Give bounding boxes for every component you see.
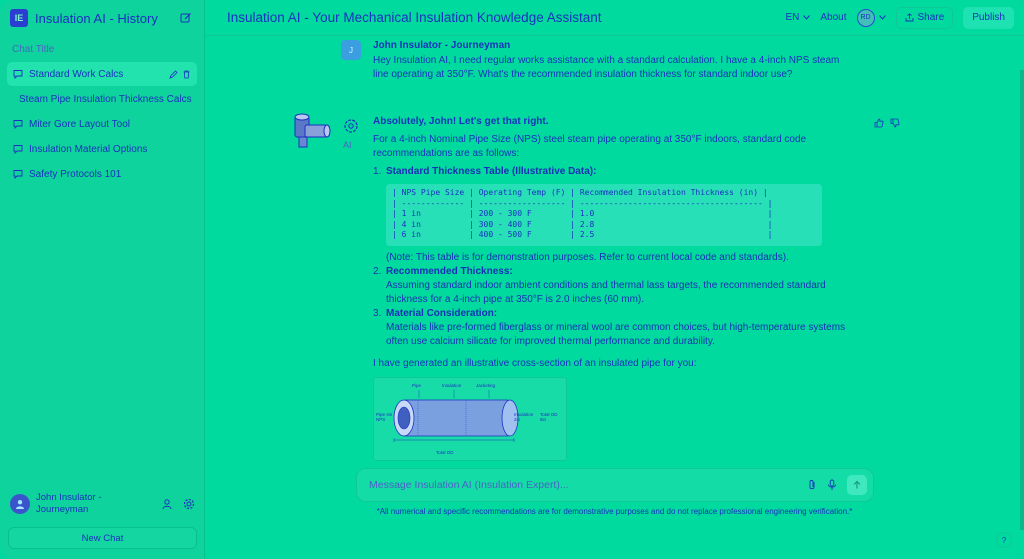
message-input[interactable]: [369, 479, 807, 491]
sidebar-item-label: Miter Gore Layout Tool: [29, 118, 130, 130]
microphone-icon[interactable]: [827, 479, 837, 491]
list-item: [373, 307, 863, 349]
user-message-avatar: J: [341, 40, 361, 60]
send-icon: [852, 480, 862, 490]
top-bar: [205, 0, 1024, 36]
sidebar-header: [0, 0, 204, 36]
user-name: [36, 492, 161, 516]
share-button[interactable]: [896, 7, 954, 29]
diagram-label-ins-thick: Insulation 2in: [514, 412, 534, 422]
sidebar-item-standard-work-calcs[interactable]: [7, 62, 197, 86]
thumbs-up-icon[interactable]: [874, 118, 884, 128]
gear-icon[interactable]: [183, 498, 195, 510]
diagram-label-left: Pipe 4in NPS: [376, 412, 393, 422]
sidebar-footer: [0, 487, 205, 559]
message-composer: [356, 468, 874, 502]
disclaimer-text: *All numerical and specific recommendations are for demonstrative purposes and do not replace professional engineering verification.*: [376, 507, 853, 516]
ai-greeting: Absolutely, John! Let's get that right.: [373, 116, 549, 127]
list-item: [373, 265, 863, 307]
sidebar-item-insulation-material[interactable]: [7, 137, 197, 161]
chat-bubble-icon: [13, 169, 23, 179]
language-label: EN: [785, 12, 800, 23]
diagram-label-pipe: Pipe: [412, 383, 422, 388]
app-logo: IE: [10, 9, 28, 27]
new-chat-edit-icon[interactable]: [178, 10, 194, 26]
thickness-table-code: | NPS Pipe Size | Operating Temp (F) | Recommended Insulation Thickness (in) | | ------------- | ------------------ | -------------------------------------- | | 1 in | 200 - 300 F | 1.0 | | 4 in | 300 - 400 F | 2.8 | | 6 in | 400 - 500 F | 2.5 |: [386, 184, 822, 246]
step-number: 1.: [373, 166, 382, 177]
chevron-down-icon: [803, 15, 810, 20]
chat-bubble-icon: [13, 119, 23, 129]
user-icon: [14, 498, 26, 510]
chat-bubble-icon: [13, 69, 23, 79]
sidebar-section-label: Chat Title: [12, 44, 55, 55]
step-title: Material Consideration:: [386, 308, 498, 319]
user-profile[interactable]: [0, 487, 205, 521]
sidebar: [0, 0, 205, 559]
language-selector[interactable]: [785, 12, 810, 23]
help-button[interactable]: ?: [996, 532, 1012, 548]
diagram-label-insulation: Insulation: [442, 383, 462, 388]
chat-bubble-icon: [13, 144, 23, 154]
thumbs-down-icon[interactable]: [890, 118, 900, 128]
edit-icon[interactable]: [169, 70, 178, 79]
step-text: Materials like pre-formed fiberglass or mineral wool are common choices, but high-temperature systems often use calcium silicate for improved thermal performance and durability.: [386, 322, 846, 347]
sidebar-item-safety-protocols[interactable]: [7, 162, 197, 186]
step-text: Assuming standard indoor ambient conditions and thermal lass targets, the recommended standard thickness for a 4-inch pipe at 350°F is 2.0 inches (60 mm).: [386, 280, 826, 305]
table-note: (Note: This table is for demonstration purposes. Refer to current local code and standards).: [386, 252, 789, 263]
share-label: Share: [917, 12, 945, 23]
user-message-text: Hey Insulation AI, I need regular works assistance with a standard calculation. I have a 4-inch NPS steam line operating at 350°F. What's the recommended insulation thickness for standard indoor use?: [373, 55, 840, 80]
feedback-actions: [874, 118, 900, 128]
share-icon: [905, 13, 914, 22]
list-item: [373, 165, 863, 265]
paperclip-icon[interactable]: [807, 479, 817, 491]
sidebar-title: Insulation AI - History: [35, 10, 158, 26]
about-link[interactable]: About: [820, 12, 847, 23]
image-intro: I have generated an illustrative cross-section of an insulated pipe for you:: [373, 358, 697, 369]
step-number: 3.: [373, 308, 382, 319]
ai-label: AI: [343, 140, 352, 150]
chevron-down-icon: [879, 15, 886, 20]
pipe-diagram-svg: [374, 378, 568, 462]
ai-message: [343, 116, 863, 485]
account-avatar: RD: [857, 9, 875, 27]
user-name-line2: Journeyman: [36, 504, 89, 515]
user-message: [349, 40, 853, 82]
user-avatar: [10, 494, 30, 514]
publish-button[interactable]: Publish: [963, 7, 1014, 29]
ai-intro: For a 4-inch Nominal Pipe Size (NPS) steel steam pipe operating at 350°F indoors, standard code recommendations are as follows:: [373, 134, 807, 159]
sidebar-item-steam-pipe[interactable]: [7, 87, 197, 111]
diagram-label-jacketing: Jacketing: [476, 383, 496, 388]
main-panel: [205, 0, 1024, 559]
diagram-label-bottom: Total OD: [436, 450, 454, 455]
ai-steps-list: [373, 165, 863, 349]
page-title: Insulation AI - Your Mechanical Insulation Knowledge Assistant: [227, 10, 602, 25]
profile-icon[interactable]: [161, 498, 173, 510]
sidebar-item-miter-gore[interactable]: [7, 112, 197, 136]
diagram-label-total-od: Total OD 8in: [540, 412, 558, 422]
account-menu[interactable]: [857, 9, 886, 27]
sidebar-item-label: Insulation Material Options: [29, 143, 148, 155]
ai-avatar-icon: [341, 116, 361, 136]
sidebar-item-label: Steam Pipe Insulation Thickness Calcs: [19, 93, 192, 105]
send-button[interactable]: [847, 475, 867, 495]
step-title: Recommended Thickness:: [386, 266, 513, 277]
chat-thread: [205, 36, 1024, 496]
scrollbar[interactable]: [1020, 70, 1024, 530]
pipe-cross-section-diagram[interactable]: [373, 377, 567, 461]
user-name-line1: John Insulator -: [36, 492, 102, 503]
step-title: Standard Thickness Table (Illustrative Data):: [386, 166, 597, 177]
pipe-fitting-icon: [291, 111, 333, 153]
new-chat-button[interactable]: New Chat: [8, 527, 197, 549]
sidebar-item-label: Safety Protocols 101: [29, 168, 122, 180]
step-number: 2.: [373, 266, 382, 277]
sidebar-item-label: Standard Work Calcs: [29, 68, 124, 80]
delete-icon[interactable]: [182, 70, 191, 79]
user-message-name: John Insulator - Journeyman: [373, 40, 511, 51]
